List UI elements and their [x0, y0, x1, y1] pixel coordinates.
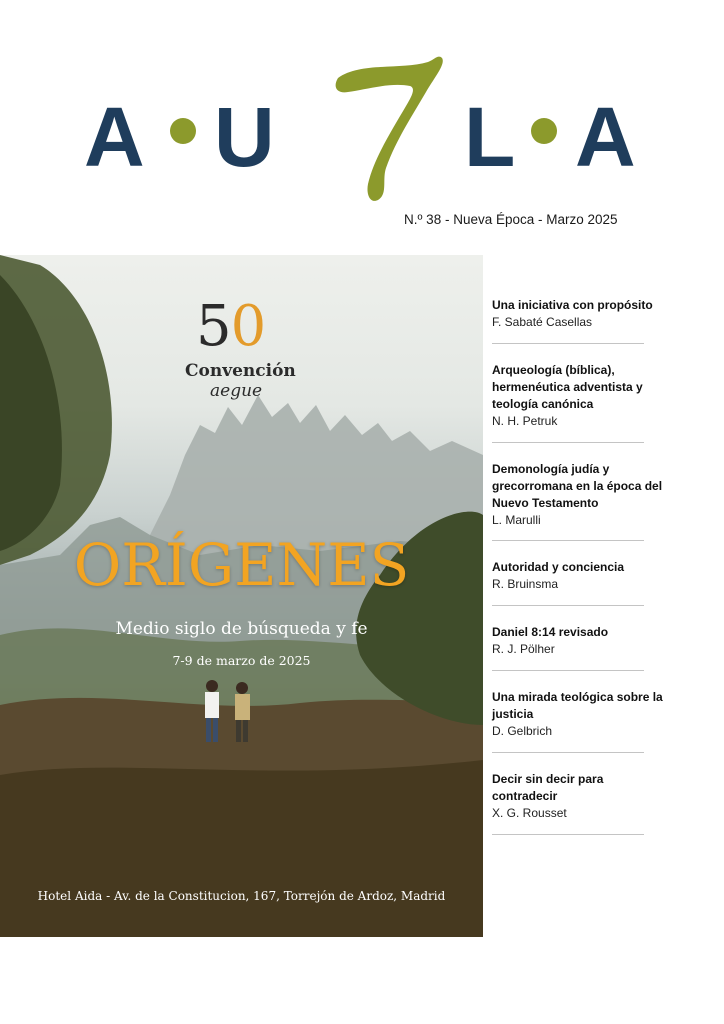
toc-title: Una iniciativa con propósito: [492, 298, 653, 312]
toc-title: Demonología judía y grecorromana en la época del Nuevo Testamento: [492, 462, 663, 510]
toc-divider: [492, 752, 644, 753]
toc-divider: [492, 343, 644, 344]
masthead-letter-u: U: [214, 90, 275, 184]
toc-divider: [492, 670, 644, 671]
toc-divider: [492, 834, 644, 835]
toc-divider: [492, 540, 644, 541]
emblem-script: aegue: [210, 381, 263, 401]
toc-author: L. Marulli: [492, 513, 541, 527]
cover-dates: 7-9 de marzo de 2025: [172, 653, 311, 668]
masthead-letter-a: A: [84, 90, 145, 184]
toc-item[interactable]: [492, 461, 672, 529]
toc-author: R. J. Pölher: [492, 642, 555, 656]
toc-author: D. Gelbrich: [492, 724, 553, 738]
toc-author: F. Sabaté Casellas: [492, 315, 593, 329]
toc-item[interactable]: [492, 624, 672, 658]
cover-venue: Hotel Aida - Av. de la Constitucion, 167, Torrejón de Ardoz, Madrid: [37, 889, 446, 903]
toc-title: Autoridad y conciencia: [492, 560, 625, 574]
toc-item[interactable]: [492, 559, 672, 593]
toc-divider: [492, 605, 644, 606]
toc-divider: [492, 442, 644, 443]
toc-author: N. H. Petruk: [492, 414, 558, 428]
toc-title: Decir sin decir para contradecir: [492, 772, 604, 803]
masthead-dot: [531, 118, 557, 144]
masthead-letter-a-2: A: [575, 90, 636, 184]
toc-item[interactable]: [492, 297, 672, 331]
issue-line: N.º 38 - Nueva Época - Marzo 2025: [404, 212, 618, 227]
emblem-title: Convención: [185, 361, 296, 381]
toc-title: Una mirada teológica sobre la justicia: [492, 690, 663, 721]
toc-item[interactable]: [492, 689, 672, 740]
toc-author: R. Bruinsma: [492, 577, 559, 591]
masthead-letter-l: L: [464, 90, 516, 184]
toc-title: Arqueología (bíblica), hermenéutica adventista y teología canónica: [492, 363, 643, 411]
toc-author: X. G. Rousset: [492, 806, 567, 820]
masthead-dot: [170, 118, 196, 144]
masthead-seven-logo: [330, 48, 460, 208]
emblem-number: 50: [196, 294, 266, 359]
cover-subheadline: Medio siglo de búsqueda y fe: [115, 619, 368, 639]
masthead: [0, 0, 724, 250]
toc-title: Daniel 8:14 revisado: [492, 625, 609, 639]
toc-item[interactable]: [492, 771, 672, 822]
toc-item[interactable]: [492, 362, 672, 430]
cover-poster: [0, 255, 483, 937]
cover-headline: ORÍGENES: [73, 531, 410, 599]
